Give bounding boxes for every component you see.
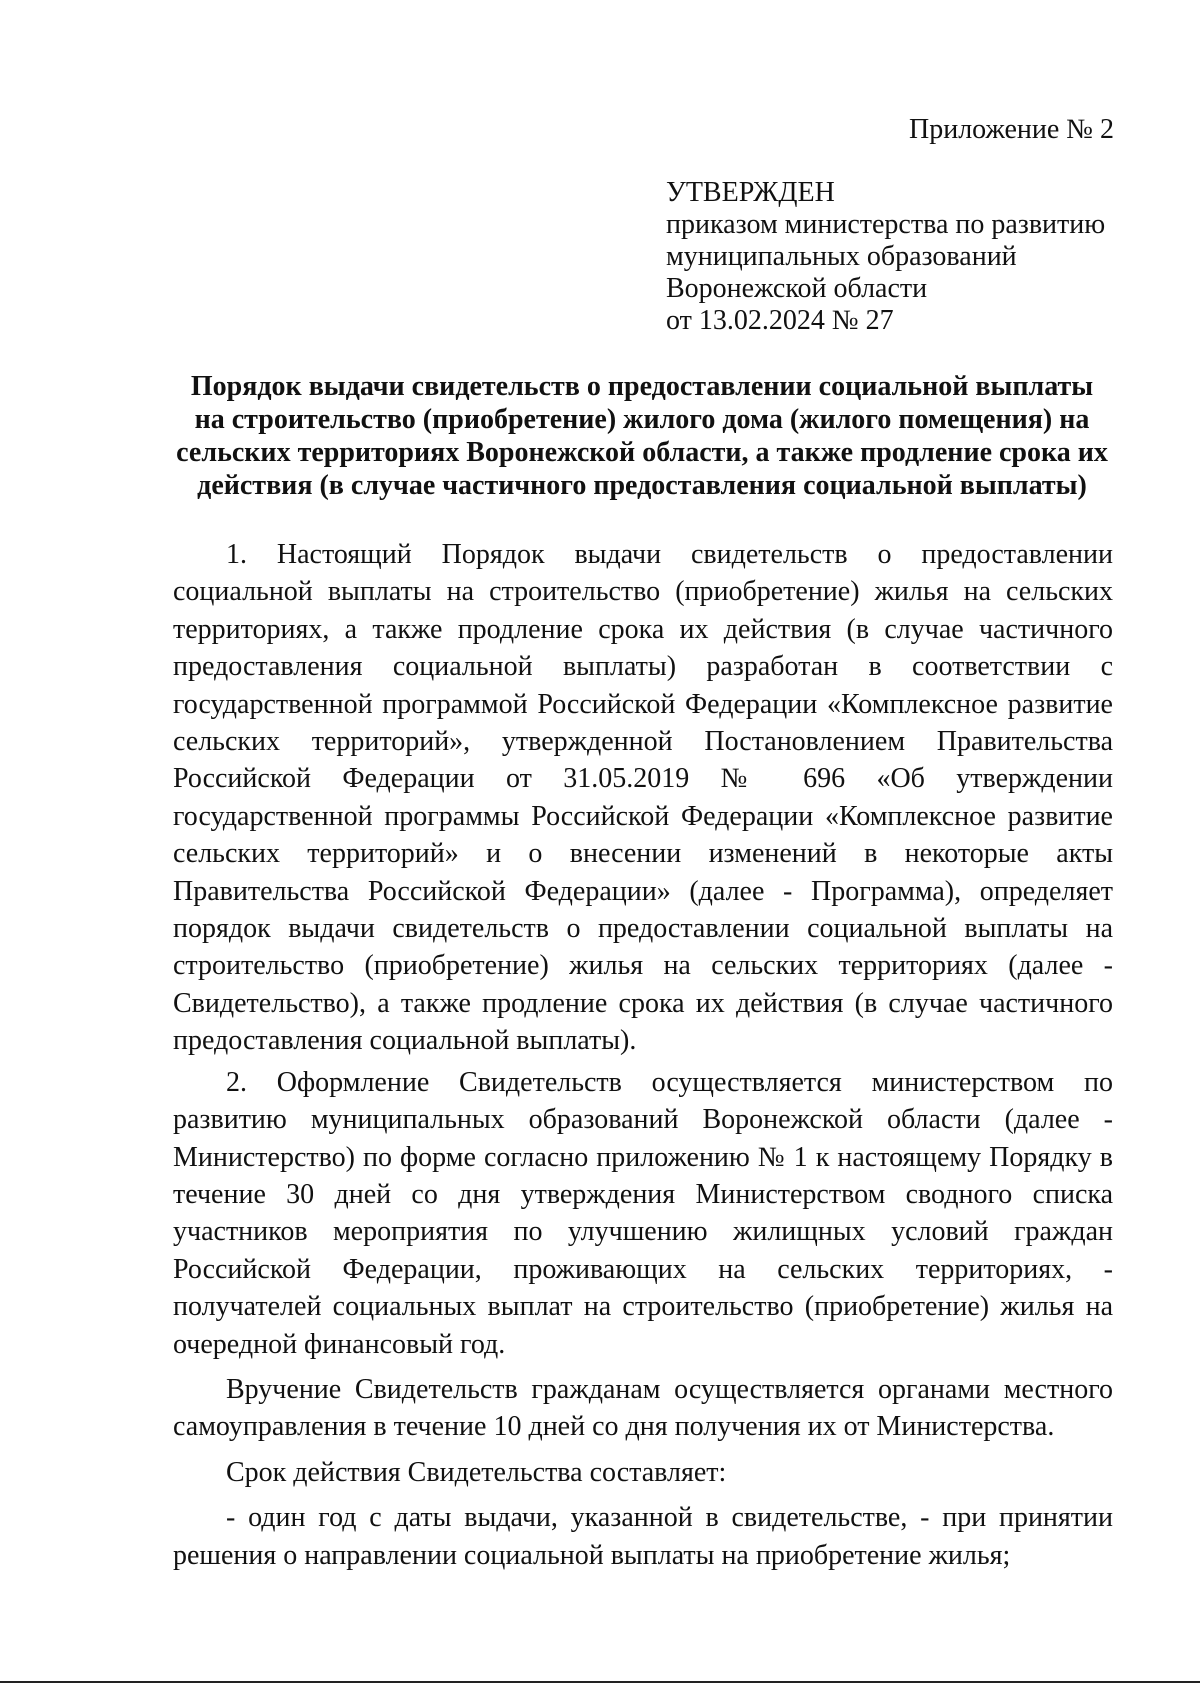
- approval-line: муниципальных образований: [666, 241, 1017, 272]
- appendix-label: Приложение № 2: [909, 114, 1114, 145]
- paragraph-validity-item: - один год с даты выдачи, указанной в свидетельстве, - при принятии решения о направлении социальной выплаты на приобретение жилья;: [173, 1502, 1113, 1571]
- page-bottom-rule: [0, 1681, 1200, 1683]
- approval-heading: УТВЕРЖДЕН: [666, 177, 835, 208]
- paragraph-delivery: Вручение Свидетельств гражданам осуществляется органами местного самоуправления в течение 10 дней со дня получения их от Министерства.: [173, 1373, 1113, 1443]
- paragraph-1: 1. Настоящий Порядок выдачи свидетельств о предоставлении социальной выплаты на строительство (приобретение) жилья на сельских территориях, а также продление срока их действия (в случае частичного предоставления социальной выплаты) разработан в соответствии с государственной программой Российской Федерации «Комплексное развитие сельских территорий», утвержденной Постановлением Правительства Российской Федерации от 31.05.2019 № 696 «Об утверждении государственной программы Российской Федерации «Комплексное развитие сельских территорий» и о внесении изменений в некоторые акты Правительства Российской Федерации» (далее - Программа), определяет порядок выдачи свидетельств о предоставлении социальной выплаты на строительство (приобретение) жилья на сельских территориях (далее - Свидетельство), а также продление срока их действия (в случае частичного предоставления социальной выплаты).: [173, 539, 1113, 1057]
- paragraph-2: 2. Оформление Свидетельств осуществляется министерством по развитию муниципальных образований Воронежской области (далее - Министерство) по форме согласно приложению № 1 к настоящему Порядку в течение 30 дней со дня утверждения Министерством сводного списка участников мероприятия по улучшению жилищных условий граждан Российской Федерации, проживающих на сельских территориях, - получателей социальных выплат на строительство (приобретение) жилья на очередной финансовый год.: [173, 1066, 1113, 1360]
- title-line: действия (в случае частичного предоставления социальной выплаты): [197, 470, 1087, 501]
- document-title: [170, 370, 1114, 502]
- approval-block: [666, 177, 1146, 337]
- title-line: Порядок выдачи свидетельств о предоставлении социальной выплаты: [190, 371, 1094, 402]
- approval-line: приказом министерства по развитию: [666, 209, 1106, 240]
- paragraph-validity-intro: Срок действия Свидетельства составляет:: [226, 1456, 727, 1488]
- title-line: на строительство (приобретение) жилого дома (жилого помещения) на: [194, 404, 1090, 435]
- approval-date-line: от 13.02.2024 № 27: [666, 305, 894, 336]
- title-line: сельских территориях Воронежской области, а также продление срока их: [176, 437, 1108, 468]
- document-body: [173, 536, 1113, 1574]
- approval-line: Воронежской области: [666, 273, 928, 304]
